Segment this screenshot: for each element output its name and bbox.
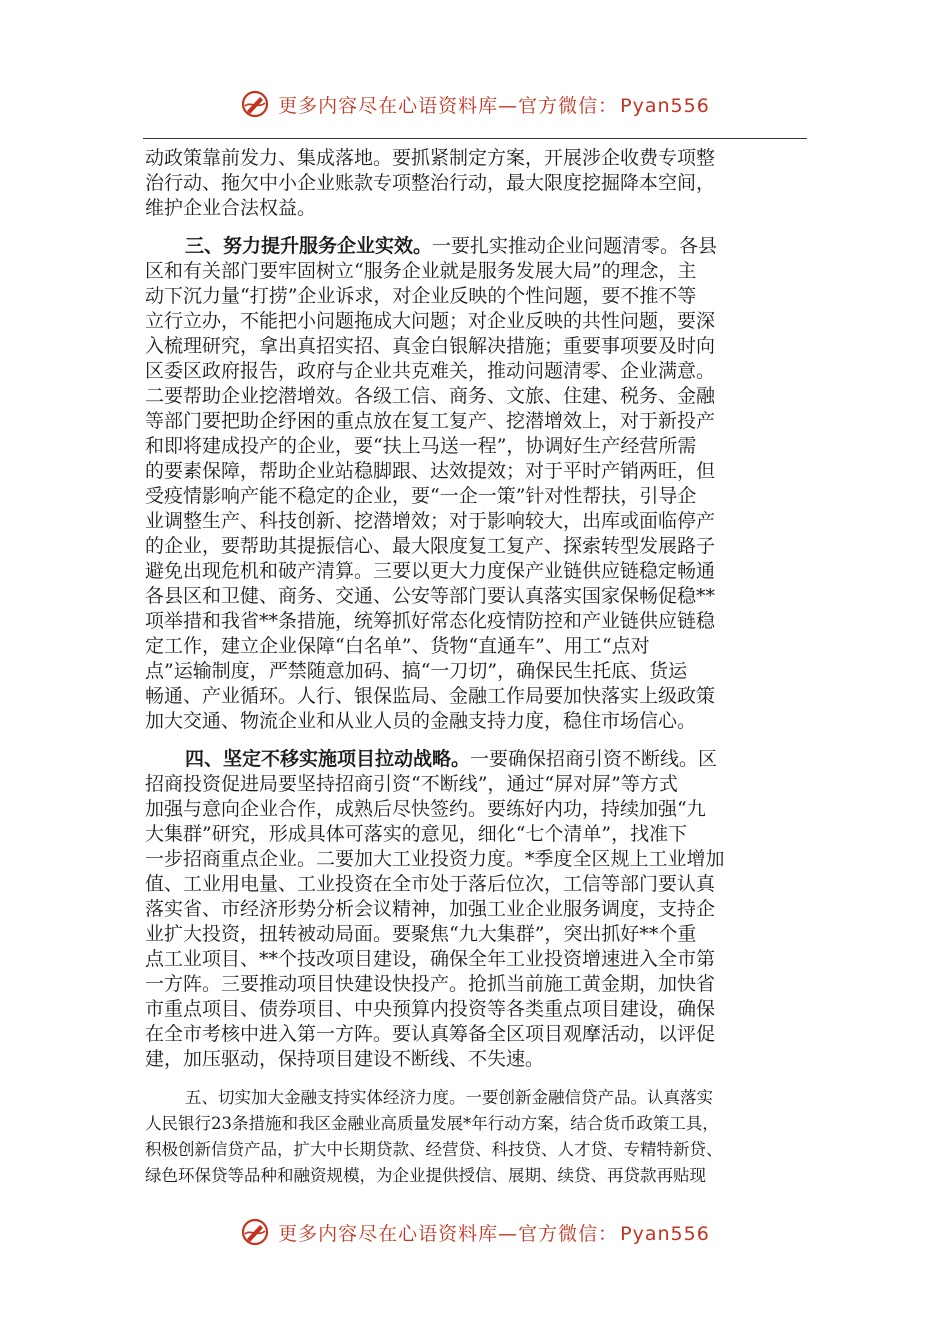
header-banner-text: 更多内容尽在心语资料库—官方微信： Pyan556 bbox=[278, 94, 710, 117]
text-line: 积极创新信贷产品，扩大中长期贷款、经营贷、科技贷、人才贷、专精特新贷、 bbox=[145, 1140, 723, 1159]
pen-nib-swirl-icon bbox=[240, 1217, 270, 1247]
section-five bbox=[145, 1085, 808, 1189]
text-line: 项举措和我省**条措施，统筹抓好常态化疫情防控和产业链供应链稳 bbox=[145, 610, 716, 632]
wechat-handle: Pyan556 bbox=[620, 1222, 710, 1245]
section-three-heading: 三、努力提升服务企业实效。 bbox=[185, 235, 433, 257]
text-line: 动下沉力量“打捞”企业诉求，对企业反映的个性问题，要不推不等 bbox=[145, 285, 697, 307]
text-line: 立行立办，不能把小问题拖成大问题；对企业反映的共性问题，要深 bbox=[145, 310, 716, 332]
text-line: 治行动、拖欠中小企业账款专项整治行动，最大限度挖掘降本空间， bbox=[145, 172, 716, 194]
text-line: 大集群”研究，形成具体可落实的意见，细化“七个清单”，找准下 bbox=[145, 823, 688, 845]
text-line: 点工业项目、**个技改项目建设，确保全年工业投资增速进入全市第 bbox=[145, 948, 716, 970]
section-four-heading: 四、坚定不移实施项目拉动战略。 bbox=[185, 748, 471, 770]
header-banner bbox=[0, 84, 950, 124]
text-line: 加大交通、物流企业和从业人员的金融支持力度，稳住市场信心。 bbox=[145, 710, 697, 732]
text-line: 市重点项目、债券项目、中央预算内投资等各类重点项目建设，确保 bbox=[145, 998, 716, 1020]
text-line: 定工作，建立企业保障“白名单”、货物“直通车”、用工“点对 bbox=[145, 635, 650, 657]
footer-banner bbox=[0, 1212, 950, 1252]
text-line: 维护企业合法权益。 bbox=[145, 197, 317, 219]
text-line: 的企业，要帮助其提振信心、最大限度复工复产、探索转型发展路子 bbox=[145, 535, 716, 557]
text-line: 一方阵。三要推动项目快建设快投产。抢抓当前施工黄金期，加快省 bbox=[145, 973, 716, 995]
text-line: 和即将建成投产的企业，要“扶上马送一程”，协调好生产经营所需 bbox=[145, 435, 697, 457]
text-line: 动政策靠前发力、集成落地。要抓紧制定方案，开展涉企收费专项整 bbox=[145, 147, 716, 169]
paragraph-continued bbox=[145, 146, 808, 221]
text-line: 招商投资促进局要坚持招商引资“不断线”，通过“屏对屏”等方式 bbox=[145, 773, 678, 795]
text-line: 绿色环保贷等品种和融资规模，为企业提供授信、展期、续贷、再贷款再贴现 bbox=[145, 1166, 706, 1185]
text-line: 在全市考核中进入第一方阵。要认真筹备全区项目观摩活动，以评促 bbox=[145, 1023, 716, 1045]
text-line: 受疫情影响产能不稳定的企业，要“一企一策”针对性帮扶，引导企 bbox=[145, 485, 697, 507]
pen-nib-swirl-icon bbox=[240, 89, 270, 119]
text-line: 区和有关部门要牢固树立“服务企业就是服务发展大局”的理念，主 bbox=[145, 260, 697, 282]
footer-banner-text: 更多内容尽在心语资料库—官方微信： Pyan556 bbox=[278, 1222, 710, 1245]
text-line: 入梳理研究，拿出真招实招、真金白银解决措施；重要事项要及时向 bbox=[145, 335, 716, 357]
text-line: 等部门要把助企纾困的重点放在复工复产、挖潜增效上，对于新投产 bbox=[145, 410, 716, 432]
text-line: 各县区和卫健、商务、交通、公安等部门要认真落实国家保畅促稳** bbox=[145, 585, 716, 607]
text-line: 区委区政府报告，政府与企业共克难关，推动问题清零、企业满意。 bbox=[145, 360, 716, 382]
text-line: 一步招商重点企业。二要加大工业投资力度。*季度全区规上工业增加 bbox=[145, 848, 725, 870]
text-line: 避免出现危机和破产清算。三要以更大力度保产业链供应链稳定畅通 bbox=[145, 560, 716, 582]
header-divider bbox=[143, 138, 807, 139]
text-line: 四、坚定不移实施项目拉动战略。一要确保招商引资不断线。区 bbox=[185, 748, 718, 770]
section-five-heading: 五、切实加大金融支持实体经济力度。一要创新金融信贷产品。认真落实 bbox=[185, 1088, 713, 1107]
text-line: 畅通、产业循环。人行、银保监局、金融工作局要加快落实上级政策 bbox=[145, 685, 716, 707]
text-line: 三、努力提升服务企业实效。一要扎实推动企业问题清零。各县 bbox=[185, 235, 718, 257]
text-line: 业调整生产、科技创新、挖潜增效；对于影响较大，出库或面临停产 bbox=[145, 510, 716, 532]
text-line: 二要帮助企业挖潜增效。各级工信、商务、文旅、住建、税务、金融 bbox=[145, 385, 716, 407]
text-line: 值、工业用电量、工业投资在全市处于落后位次，工信等部门要认真 bbox=[145, 873, 716, 895]
wechat-handle: Pyan556 bbox=[620, 94, 710, 117]
section-four bbox=[145, 747, 808, 1072]
text-line: 点”运输制度，严禁随意加码、搞“一刀切”，确保民生托底、货运 bbox=[145, 660, 688, 682]
section-three bbox=[145, 234, 808, 734]
text-line: 业扩大投资，扭转被动局面。要聚焦“九大集群”，突出抓好**个重 bbox=[145, 923, 697, 945]
text-line: 人民银行23条措施和我区金融业高质量发展*年行动方案，结合货币政策工具， bbox=[145, 1114, 719, 1133]
text-line: 建，加压驱动，保持项目建设不断线、不失速。 bbox=[145, 1048, 545, 1070]
text-line: 落实省、市经济形势分析会议精神，加强工业企业服务调度，支持企 bbox=[145, 898, 716, 920]
text-line: 加强与意向企业合作，成熟后尽快签约。要练好内功，持续加强“九 bbox=[145, 798, 706, 820]
text-line: 的要素保障，帮助企业站稳脚跟、达效提效；对于平时产销两旺，但 bbox=[145, 460, 716, 482]
document-body bbox=[145, 146, 808, 1189]
